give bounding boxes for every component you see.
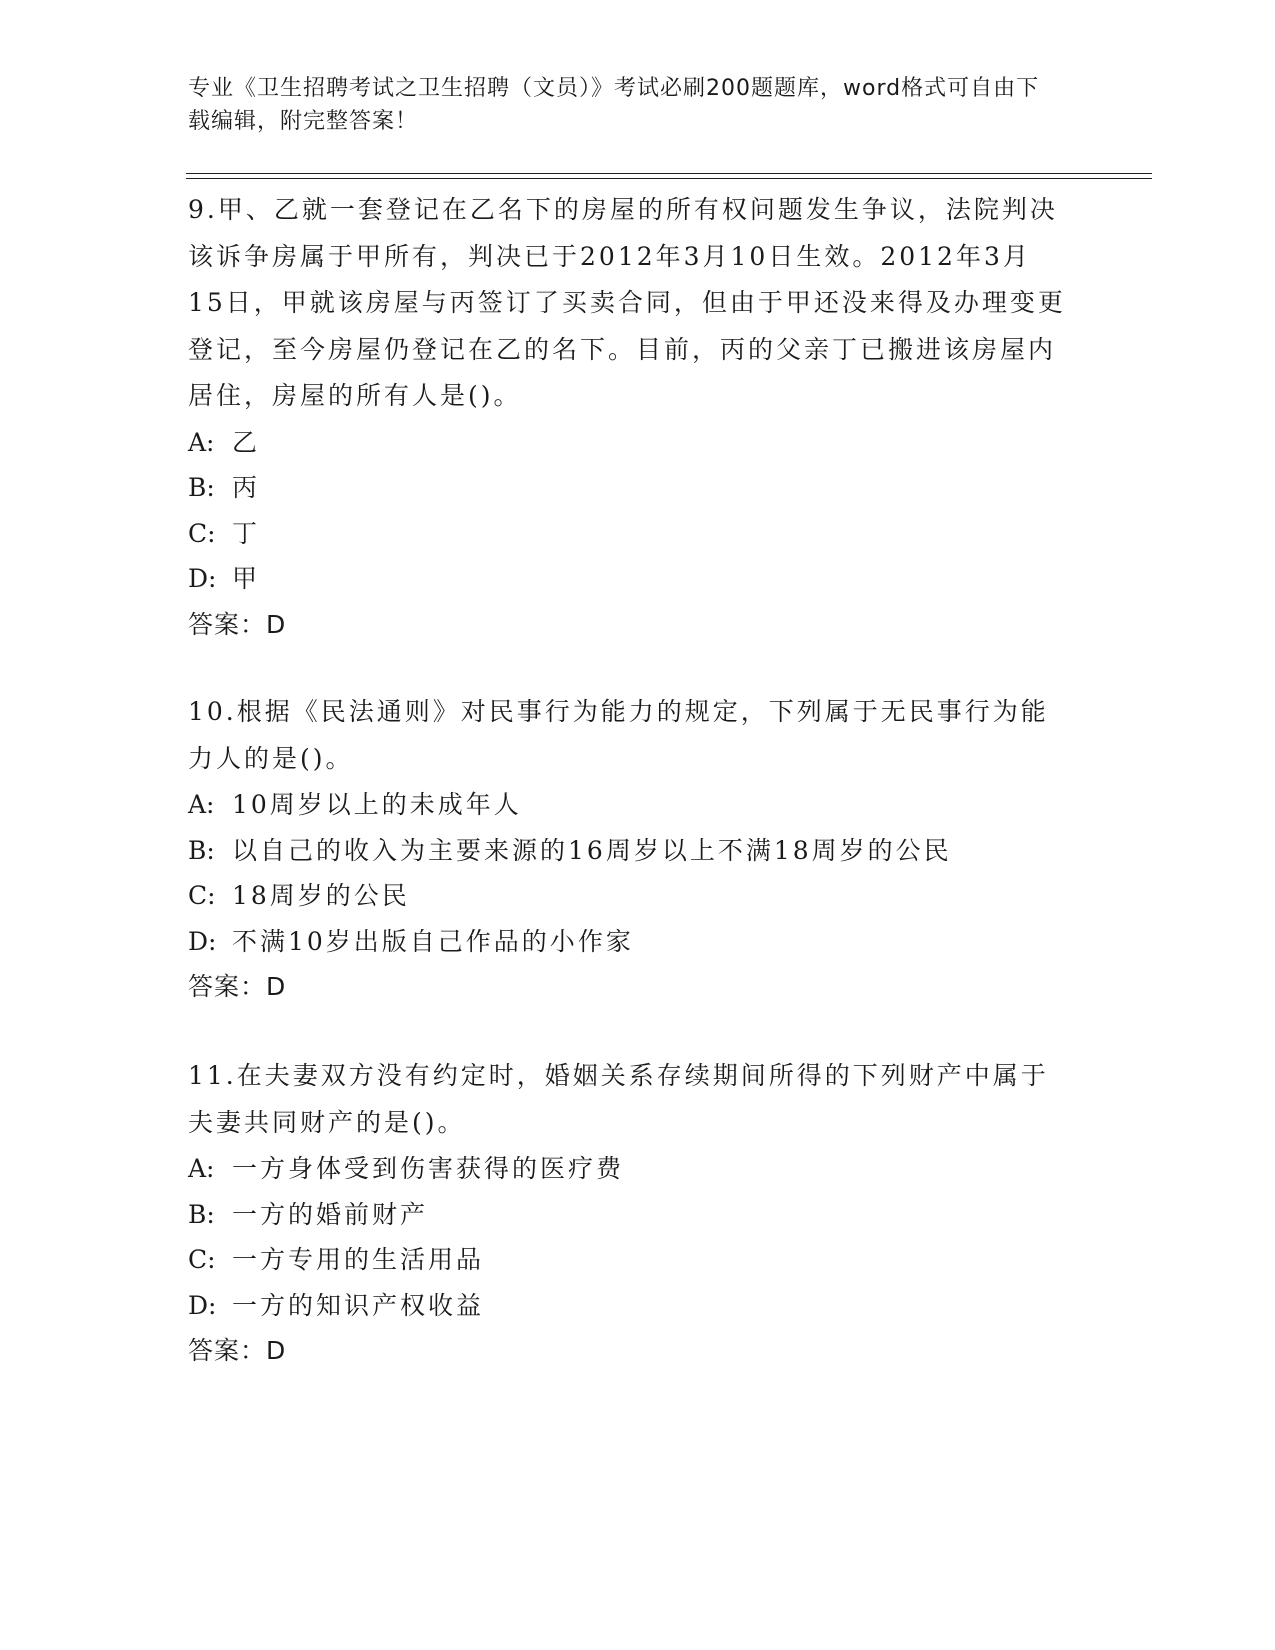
option-text: 一方的知识产权收益 — [232, 1290, 485, 1320]
option-b — [188, 465, 1068, 511]
option-text: 一方身体受到伤害获得的医疗费 — [232, 1154, 625, 1183]
option-key: D: — [188, 1290, 217, 1320]
question-text: 10.根据《民法通则》对民事行为能力的规定，下列属于无民事行为能力人的是()。 — [188, 697, 1049, 773]
option-key: B: — [188, 835, 215, 865]
option-key: A: — [188, 790, 215, 819]
option-d — [188, 919, 1068, 965]
answer-line: 答案：D — [188, 609, 287, 639]
option-a — [188, 782, 1068, 828]
option-text: 乙 — [232, 427, 261, 457]
option-text: 以自己的收入为主要来源的16周岁以上不满18周岁的公民 — [232, 835, 952, 865]
question-10 — [188, 689, 1068, 1010]
option-key: C: — [188, 881, 216, 910]
question-text: 9.甲、乙就一套登记在乙名下的房屋的所有权问题发生争议，法院判决该诉争房属于甲所有，判决已于2012年3月10日生效。2012年3月15日，甲就该房屋与丙签订了买卖合同，但由于甲还没来得及办理变更登记，至今房屋仍登记在乙的名下。目前，丙的父亲丁已搬进该房屋内居住，房屋的所有人是()。 — [188, 195, 1066, 410]
option-key: D: — [188, 564, 217, 593]
option-key: A: — [188, 1154, 215, 1183]
option-a — [188, 420, 1068, 466]
option-c — [188, 873, 1068, 919]
question-11 — [188, 1053, 1068, 1374]
option-key: C: — [188, 1245, 216, 1274]
option-key: B: — [188, 1199, 215, 1229]
option-key: D: — [188, 926, 217, 956]
header-divider-top — [186, 173, 1152, 174]
option-c — [188, 511, 1068, 557]
option-text: 不满10岁出版自己作品的小作家 — [232, 926, 634, 956]
answer-line: 答案：D — [188, 972, 287, 1001]
option-key: C: — [188, 518, 216, 548]
option-text: 18周岁的公民 — [232, 881, 410, 910]
option-text: 丁 — [232, 518, 261, 548]
option-b — [188, 828, 1068, 874]
question-9 — [188, 187, 1068, 648]
option-text: 一方的婚前财产 — [232, 1199, 429, 1229]
option-text: 一方专用的生活用品 — [232, 1245, 485, 1274]
option-key: A: — [188, 427, 215, 457]
option-d — [188, 1283, 1068, 1329]
option-a — [188, 1146, 1068, 1192]
question-text: 11.在夫妻双方没有约定时，婚姻关系存续期间所得的下列财产中属于夫妻共同财产的是()。 — [188, 1061, 1049, 1137]
option-c — [188, 1237, 1068, 1283]
header-divider-bottom — [186, 178, 1152, 179]
option-key: B: — [188, 473, 215, 502]
answer-line: 答案：D — [188, 1336, 287, 1365]
option-d — [188, 556, 1068, 602]
option-text: 10周岁以上的未成年人 — [232, 790, 522, 819]
document-header: 专业《卫生招聘考试之卫生招聘（文员）》考试必刷200题题库，word格式可自由下载编辑，附完整答案！ — [188, 76, 1040, 134]
option-b — [188, 1192, 1068, 1238]
option-text: 甲 — [232, 564, 261, 593]
option-text: 丙 — [232, 473, 261, 502]
